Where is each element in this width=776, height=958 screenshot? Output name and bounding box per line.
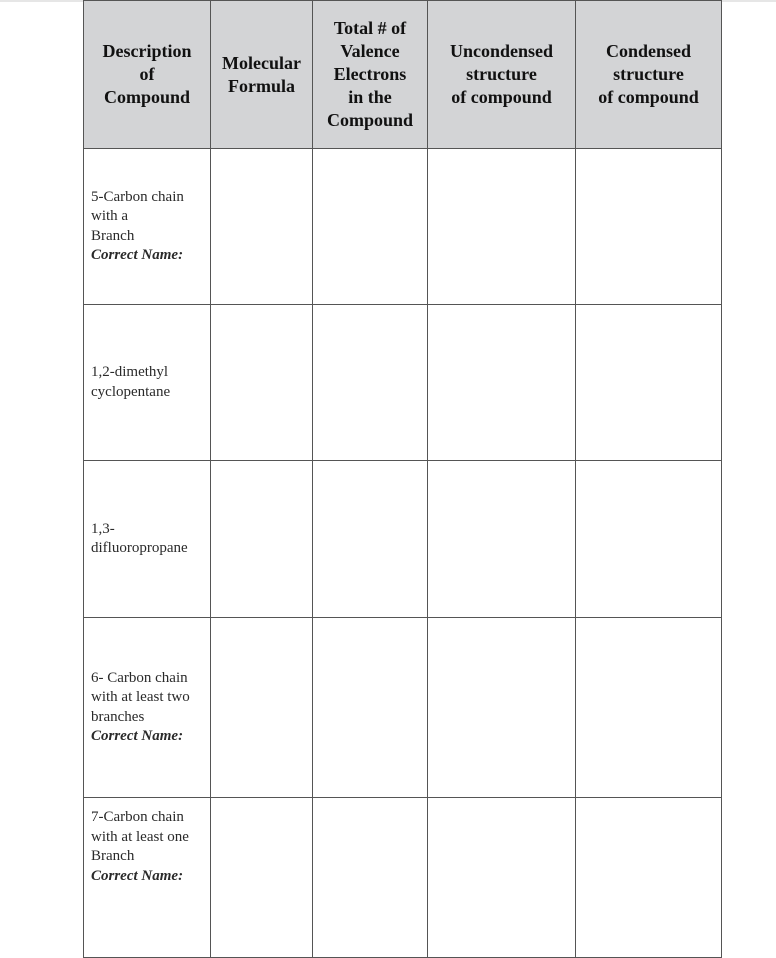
description-line: 6- Carbon chain bbox=[91, 669, 188, 686]
molecular-formula-answer-cell[interactable] bbox=[211, 618, 313, 798]
uncondensed-structure-answer-cell[interactable] bbox=[428, 305, 576, 461]
header-molecular-formula bbox=[211, 1, 313, 149]
compound-worksheet-table bbox=[83, 0, 722, 958]
valence-electrons-answer-cell[interactable] bbox=[313, 149, 428, 305]
header-line: structure bbox=[613, 64, 684, 84]
uncondensed-structure-answer-cell[interactable] bbox=[428, 461, 576, 618]
description-line: difluoropropane bbox=[91, 540, 188, 556]
header-line: Electrons bbox=[333, 64, 407, 84]
description-line: 7-Carbon chain bbox=[91, 809, 184, 825]
header-valence-electrons bbox=[313, 1, 428, 149]
description-line: with at least two bbox=[91, 689, 190, 705]
description-cell bbox=[84, 149, 211, 305]
header-line: Condensed bbox=[605, 41, 692, 61]
molecular-formula-answer-cell[interactable] bbox=[211, 149, 313, 305]
header-description bbox=[84, 1, 211, 149]
correct-name-label: Correct Name: bbox=[91, 247, 184, 263]
correct-name-label: Correct Name: bbox=[91, 867, 184, 884]
header-line: of compound bbox=[598, 87, 699, 107]
description-line: with a bbox=[91, 208, 129, 224]
header-line: of bbox=[139, 64, 155, 84]
header-line: Total # of bbox=[333, 18, 407, 38]
header-line: Formula bbox=[228, 75, 295, 96]
table-row bbox=[84, 618, 722, 798]
table-row bbox=[84, 798, 722, 958]
description-line: Branch bbox=[91, 848, 135, 864]
condensed-structure-answer-cell[interactable] bbox=[576, 798, 722, 958]
header-condensed-structure bbox=[576, 1, 722, 149]
header-line: Compound bbox=[326, 110, 414, 130]
description-cell bbox=[84, 798, 211, 958]
condensed-structure-answer-cell[interactable] bbox=[576, 149, 722, 305]
uncondensed-structure-answer-cell[interactable] bbox=[428, 149, 576, 305]
header-uncondensed-structure bbox=[428, 1, 576, 149]
table-row bbox=[84, 305, 722, 461]
valence-electrons-answer-cell[interactable] bbox=[313, 461, 428, 618]
valence-electrons-answer-cell[interactable] bbox=[313, 305, 428, 461]
description-line: 1,2-dimethyl bbox=[91, 364, 169, 380]
condensed-structure-answer-cell[interactable] bbox=[576, 305, 722, 461]
description-line: 5-Carbon chain bbox=[91, 188, 184, 205]
molecular-formula-answer-cell[interactable] bbox=[211, 305, 313, 461]
header-line: Description bbox=[102, 41, 192, 61]
header-row bbox=[84, 1, 722, 149]
description-cell bbox=[84, 305, 211, 461]
valence-electrons-answer-cell[interactable] bbox=[313, 618, 428, 798]
valence-electrons-answer-cell[interactable] bbox=[313, 798, 428, 958]
condensed-structure-answer-cell[interactable] bbox=[576, 618, 722, 798]
description-line: with at least one bbox=[91, 828, 189, 845]
molecular-formula-answer-cell[interactable] bbox=[211, 798, 313, 958]
header-line: Valence bbox=[340, 41, 400, 61]
condensed-structure-answer-cell[interactable] bbox=[576, 461, 722, 618]
table-row bbox=[84, 149, 722, 305]
uncondensed-structure-answer-cell[interactable] bbox=[428, 618, 576, 798]
molecular-formula-answer-cell[interactable] bbox=[211, 461, 313, 618]
header-line: structure bbox=[466, 64, 537, 84]
description-line: cyclopentane bbox=[91, 383, 171, 400]
header-line: Uncondensed bbox=[449, 41, 554, 61]
correct-name-label: Correct Name: bbox=[91, 728, 184, 744]
header-line: Molecular bbox=[222, 52, 301, 73]
header-line: Compound bbox=[103, 87, 191, 107]
table-row bbox=[84, 461, 722, 618]
description-line: Branch bbox=[91, 227, 135, 244]
description-cell bbox=[84, 618, 211, 798]
description-line: 1,3- bbox=[91, 520, 115, 537]
description-line: branches bbox=[91, 708, 145, 725]
uncondensed-structure-answer-cell[interactable] bbox=[428, 798, 576, 958]
description-cell bbox=[84, 461, 211, 618]
header-line: of compound bbox=[451, 87, 552, 107]
header-line: in the bbox=[348, 87, 392, 107]
